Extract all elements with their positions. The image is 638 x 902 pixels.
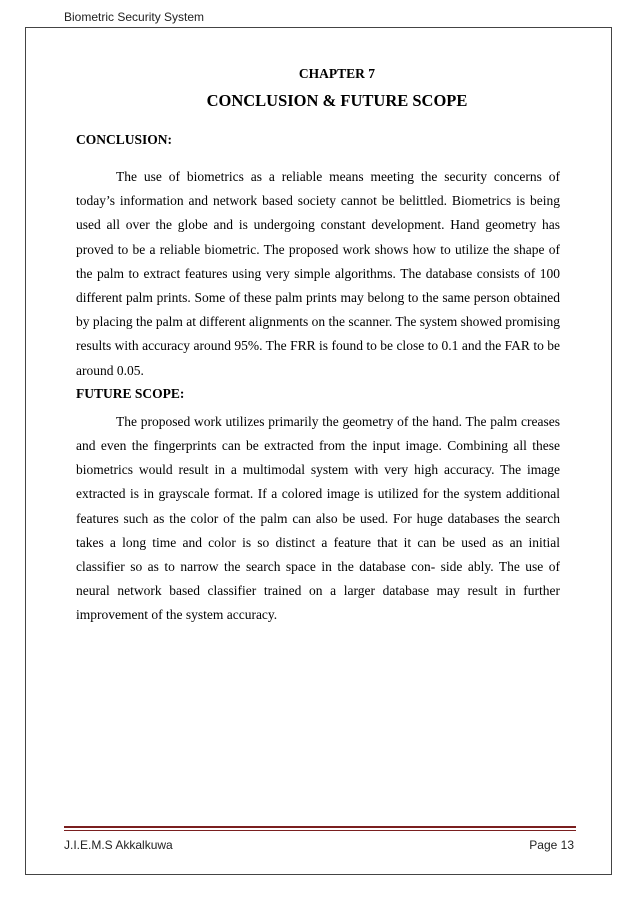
- chapter-title: CONCLUSION & FUTURE SCOPE: [206, 91, 468, 110]
- footer-rule-thick: [64, 826, 576, 828]
- running-header: Biometric Security System: [64, 10, 205, 24]
- footer-rule-thin: [64, 830, 576, 831]
- page-content: [76, 66, 560, 628]
- footer-institution: J.I.E.M.S Akkalkuwa: [64, 838, 173, 852]
- chapter-number: CHAPTER 7: [298, 66, 376, 81]
- future-scope-paragraph: The proposed work utilizes primarily the geometry of the hand. The palm creases and even the fingerprints can be extracted from the input image. Combining all these biometrics would result in a multimodal system with very high accuracy. The image extracted is in grayscale format. If a colored image is utilized for the system additional features such as the color of the palm can also be used. For huge databases the search takes a long time and color is so distinct a feature that it can be used as an initial classifier so as to narrow the search space in the database con- side ably. The use of neural network based classifier trained on a larger database may result in further improvement of the system accuracy.: [76, 413, 560, 623]
- conclusion-heading: CONCLUSION:: [76, 132, 173, 147]
- future-scope-heading: FUTURE SCOPE:: [76, 385, 185, 401]
- page-number: Page 13: [529, 838, 574, 852]
- conclusion-paragraph: The use of biometrics as a reliable means meeting the security concerns of today’s information and network based society cannot be belittled. Biometrics is being used all over the globe and is undergoing constant development. Hand geometry has proved to be a reliable biometric. The proposed work shows how to utilize the shape of the palm to extract features using very simple algorithms. The database consists of 100 different palm prints. Some of these palm prints may belong to the same person obtained by placing the palm at different alignments on the scanner. The system showed promising results with accuracy around 95%. The FRR is found to be close to 0.1 and the FAR to be around 0.05.: [76, 169, 560, 378]
